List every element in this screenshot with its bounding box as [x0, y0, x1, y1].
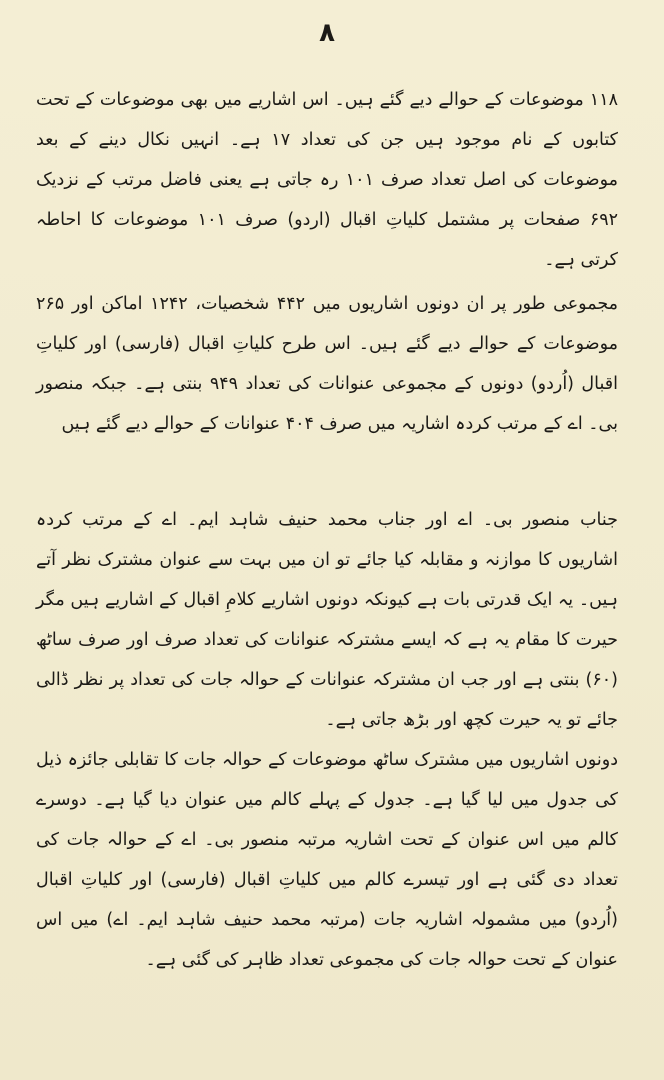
paragraph-common-headings: جناب منصور بی۔ اے اور جناب محمد حنیف شاہد ایم۔ اے کے مرتب کردہ اشاریوں کا موازنہ و مقابلہ کیا جائے تو ان میں بہت سے عنوان مشترک نظر آتے ہیں۔ یہ ایک قدرتی بات ہے کیونکہ دونوں اشاریے کلامِ اقبال کے اشاریے ہیں مگر حیرت کا مقام یہ ہے کہ ایسے مشترکہ عنوانات کی تعداد صرف اور صرف ساٹھ (۶۰) بنتی ہے اور جب ان مشترکہ عنوانات کے حوالہ جات کی تعداد پر نظر ڈالی جائے تو یہ حیرت کچھ اور بڑھ جاتی ہے۔ [36, 510, 618, 730]
paragraph-combined-totals: مجموعی طور پر ان دونوں اشاریوں میں ۴۴۲ شخصیات، ۱۲۴۲ اماکن اور ۲۶۵ موضوعات کے حوالے دیے گئے ہیں۔ اس طرح کلیاتِ اقبال (فارسی) اور کلیاتِ اقبال (اُردو) دونوں کے مجموعی عنوانات کی تعداد ۹۴۹ بنتی ہے۔ جبکہ منصور بی۔ اے کے مرتب کردہ اشاریہ میں صرف ۴۰۴ عنوانات کے حوالے دیے گئے ہیں [36, 294, 618, 434]
paragraph-table-description: دونوں اشاریوں میں مشترک ساٹھ موضوعات کے حوالہ جات کا تقابلی جائزہ ذیل کی جدول میں لیا گیا ہے۔ جدول کے پہلے کالم میں عنوان دیا گیا ہے۔ دوسرے کالم میں اس عنوان کے تحت اشاریہ مرتبہ منصور بی۔ اے کے حوالہ جات کی تعداد دی گئی ہے اور تیسرے کالم میں کلیاتِ اقبال (فارسی) اور کلیاتِ اقبال (اُردو) میں مشمولہ اشاریہ جات (مرتبہ محمد حنیف شاہد ایم۔ اے) میں اس عنوان کے تحت حوالہ جات کی مجموعی تعداد ظاہر کی گئی ہے۔ [36, 750, 618, 970]
page-number: ٨ [319, 18, 335, 48]
paragraph-topics-count: ۱۱۸ موضوعات کے حوالے دیے گئے ہیں۔ اس اشاریے میں بھی موضوعات کے تحت کتابوں کے نام موجود ہیں جن کی تعداد ۱۷ ہے۔ انہیں نکال دینے کے بعد موضوعات کی اصل تعداد صرف ۱۰۱ رہ جاتی ہے یعنی فاضل مرتب کے نزدیک ۶۹۲ صفحات پر مشتمل کلیاتِ اقبال (اردو) صرف ۱۰۱ موضوعات کا احاطہ کرتی ہے۔ [36, 90, 619, 270]
